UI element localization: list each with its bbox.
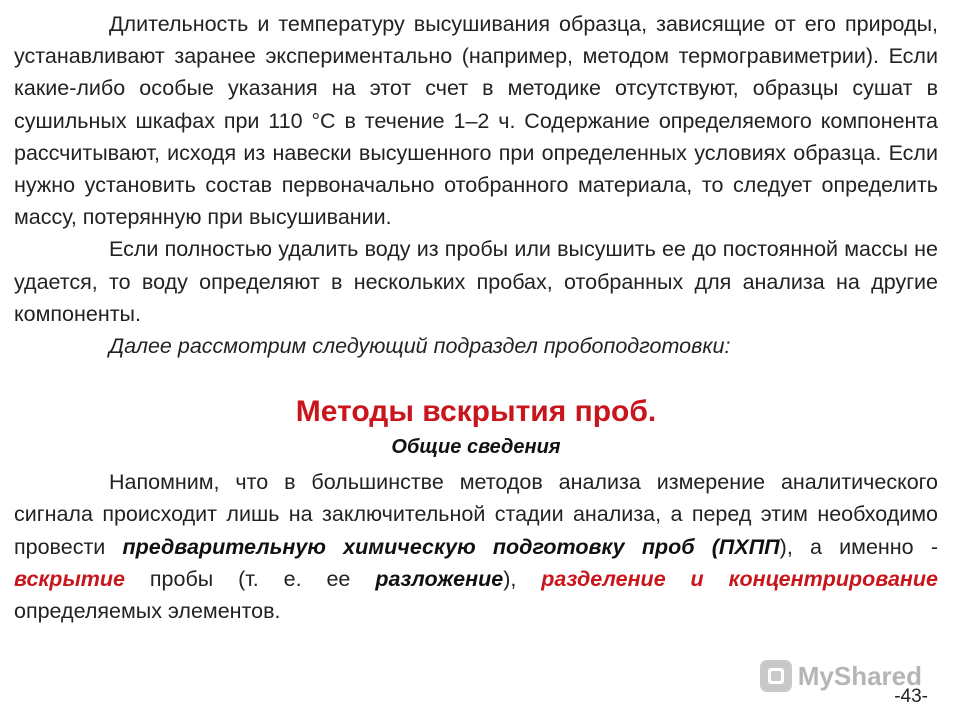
paragraph-3-text-2: ), а именно -	[779, 534, 938, 559]
paragraph-3-text-4: ),	[503, 566, 542, 591]
emphasis-opening: вскрытие	[14, 566, 126, 591]
emphasis-decomposition: разложение	[375, 566, 504, 591]
paragraph-3-text-3: пробы (т. е. ее	[125, 566, 376, 591]
myshared-logo-icon	[760, 660, 792, 692]
document-page	[14, 8, 938, 627]
paragraph-3-text-1: Напомним, что в большинстве методов анализа измерение аналитического сигнала происходит лишь на заключительной стадии анализа, а перед этим необходимо провести	[14, 470, 938, 559]
paragraph-3-text-5: определяемых элементов.	[14, 599, 281, 624]
paragraph-1: Длительность и температуру высушивания образца, зависящие от его природы, устанавливают заранее экспериментально (например, методом термогравиметрии). Если какие-либо особые указания на этот счет в методике отсутствуют, образцы сушат в сушильных шкафах при 110 °С в течение 1–2 ч. Содержание определяемого компонента рассчитывают, исходя из навески высушенного при определенных условиях образца. Если нужно установить состав первоначально отобранного материала, то следует определить массу, потерянную при высушивании.	[14, 12, 938, 230]
subsection-title: Общие сведения	[391, 436, 561, 459]
page-number: -43-	[894, 686, 928, 707]
emphasis-pretreatment: предварительную химическую подготовку проб (ПХПП	[122, 534, 780, 559]
paragraph-3	[14, 466, 938, 627]
section-title: Методы вскрытия проб.	[295, 395, 657, 429]
watermark-brand: MyShared	[797, 660, 922, 691]
lead-in-text: Далее рассмотрим следующий подраздел пробоподготовки:	[109, 334, 731, 359]
paragraph-2: Если полностью удалить воду из пробы или высушить ее до постоянной массы не удается, то воду определяют в нескольких пробах, отобранных для анализа на другие компоненты.	[14, 237, 938, 326]
emphasis-separation: разделение и концентрирование	[541, 566, 939, 591]
